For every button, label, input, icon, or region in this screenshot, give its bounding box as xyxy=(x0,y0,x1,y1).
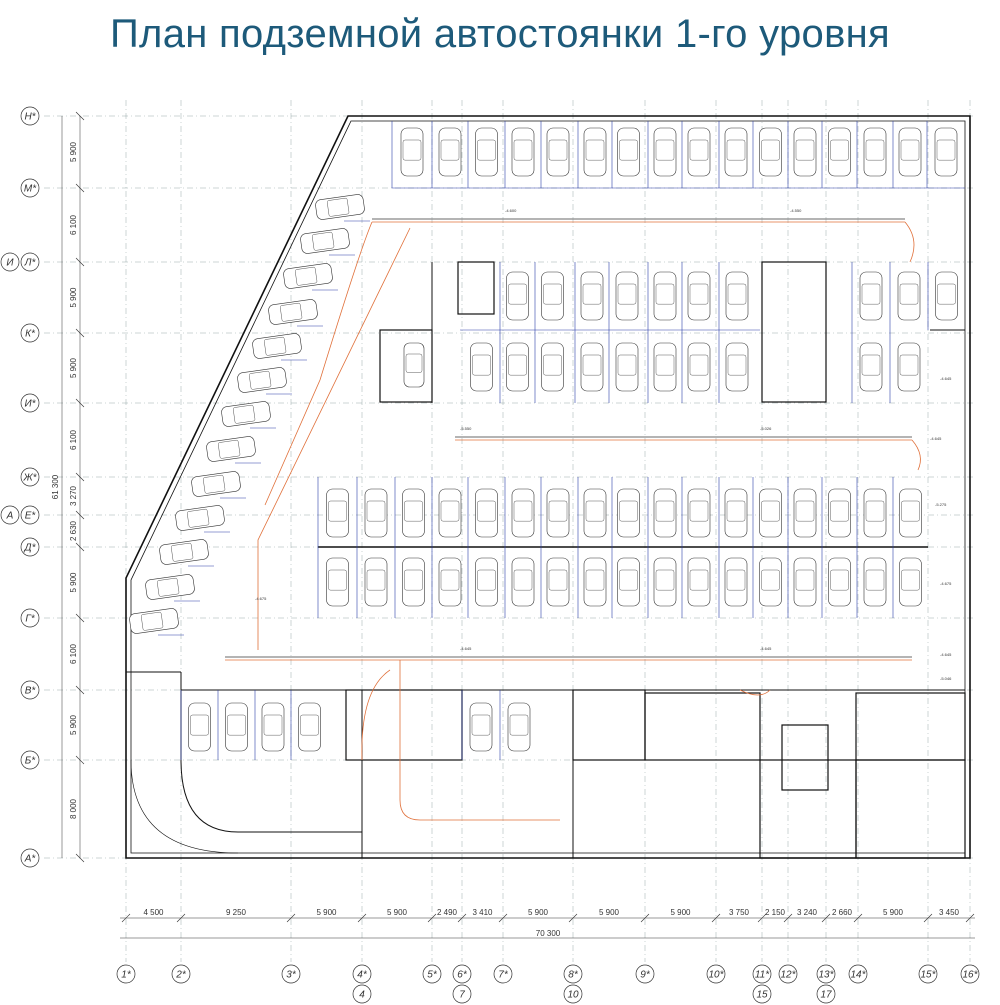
traffic-flow-line xyxy=(362,670,390,760)
car xyxy=(439,489,461,537)
col-label: 15* xyxy=(920,969,936,981)
core-room-2 xyxy=(573,690,645,760)
car xyxy=(688,272,710,320)
car-body xyxy=(584,128,606,176)
car xyxy=(725,489,747,537)
col-label-sub: 17 xyxy=(820,989,832,1001)
car xyxy=(512,558,534,606)
car xyxy=(760,558,782,606)
car-body xyxy=(175,505,225,531)
traffic-flow-line xyxy=(905,222,914,262)
car-body xyxy=(581,272,603,320)
grid-labels xyxy=(1,107,979,1003)
car xyxy=(581,343,603,391)
outer-wall xyxy=(126,116,970,858)
level-mark: -5.550 xyxy=(460,426,472,431)
level-mark: -4.645 xyxy=(460,646,472,651)
car-body xyxy=(206,436,256,462)
car xyxy=(864,489,886,537)
car-body xyxy=(365,489,387,537)
row-label: А* xyxy=(24,853,36,865)
ramp-curve xyxy=(181,760,362,832)
level-mark: -5.275 xyxy=(935,502,947,507)
car-body xyxy=(145,574,195,600)
level-mark: -4.675 xyxy=(255,596,267,601)
car xyxy=(300,228,350,254)
car-body xyxy=(439,128,461,176)
row-label: В* xyxy=(24,685,36,697)
car-body xyxy=(760,489,782,537)
car-body xyxy=(688,558,710,606)
car-body xyxy=(581,343,603,391)
col-dimension: 5 900 xyxy=(386,908,408,917)
row-label-extra: И xyxy=(6,257,14,269)
car-body xyxy=(616,272,638,320)
col-label: 1* xyxy=(121,969,131,981)
car-body xyxy=(794,489,816,537)
car-body xyxy=(507,272,529,320)
car xyxy=(654,558,676,606)
row-label: М* xyxy=(23,183,37,195)
col-dimension: 5 900 xyxy=(882,908,904,917)
level-mark: -4.645 xyxy=(930,436,942,441)
car xyxy=(900,489,922,537)
car xyxy=(584,128,606,176)
car xyxy=(129,608,179,634)
car xyxy=(365,489,387,537)
car-body xyxy=(584,558,606,606)
car-body xyxy=(688,272,710,320)
car-body xyxy=(283,263,333,289)
car xyxy=(470,703,492,751)
car xyxy=(252,333,302,359)
car xyxy=(476,489,498,537)
car xyxy=(794,489,816,537)
car xyxy=(507,272,529,320)
car-body xyxy=(542,272,564,320)
core-room-6 xyxy=(856,760,965,858)
col-label-sub: 4 xyxy=(359,989,365,1001)
car-body xyxy=(547,558,569,606)
car xyxy=(864,558,886,606)
car xyxy=(403,489,425,537)
car-body xyxy=(725,558,747,606)
car xyxy=(512,128,534,176)
car xyxy=(476,558,498,606)
col-label: 5* xyxy=(427,969,437,981)
car-body xyxy=(725,489,747,537)
car-body xyxy=(547,489,569,537)
col-label: 3* xyxy=(286,969,296,981)
car xyxy=(237,367,287,393)
car-body xyxy=(900,489,922,537)
car xyxy=(688,489,710,537)
row-label: Е* xyxy=(24,510,36,522)
car-body xyxy=(189,703,211,751)
car-body xyxy=(226,703,248,751)
car xyxy=(476,128,498,176)
car-body xyxy=(760,558,782,606)
car-body xyxy=(252,333,302,359)
car xyxy=(616,343,638,391)
stair-core-2 xyxy=(762,262,826,402)
car-body xyxy=(616,343,638,391)
car-body xyxy=(584,489,606,537)
car-body xyxy=(129,608,179,634)
car xyxy=(760,489,782,537)
car-body xyxy=(476,489,498,537)
car xyxy=(829,489,851,537)
level-mark: -5.026 xyxy=(760,426,772,431)
row-label: И* xyxy=(24,398,36,410)
car-body xyxy=(268,299,318,325)
inner-wall xyxy=(131,121,965,853)
col-dimension: 3 240 xyxy=(796,908,818,917)
row-dimension: 5 900 xyxy=(69,572,78,593)
col-dimension: 3 410 xyxy=(472,908,493,917)
car-body xyxy=(654,343,676,391)
col-dimension: 5 900 xyxy=(316,908,337,917)
car-body xyxy=(299,703,321,751)
car xyxy=(404,343,424,387)
car-body xyxy=(794,558,816,606)
car xyxy=(315,194,365,220)
car xyxy=(726,343,748,391)
page-title: План подземной автостоянки 1-го уровня xyxy=(110,12,890,56)
level-mark: -5.046 xyxy=(940,676,952,681)
car xyxy=(864,128,886,176)
car-body xyxy=(654,558,676,606)
car xyxy=(618,128,640,176)
car xyxy=(900,558,922,606)
car xyxy=(688,128,710,176)
car xyxy=(542,272,564,320)
car xyxy=(584,558,606,606)
car-body xyxy=(262,703,284,751)
row-dimension: 5 900 xyxy=(69,287,78,308)
car-body xyxy=(794,128,816,176)
col-label: 4* xyxy=(357,969,367,981)
car xyxy=(936,272,958,320)
car-body xyxy=(403,558,425,606)
stair-core-3 xyxy=(782,725,828,790)
car xyxy=(899,128,921,176)
row-label: Д* xyxy=(24,542,36,554)
car-body xyxy=(618,489,640,537)
car-body xyxy=(470,703,492,751)
car-body xyxy=(935,128,957,176)
car-body xyxy=(760,128,782,176)
car-body xyxy=(191,471,241,497)
car-body xyxy=(864,558,886,606)
car xyxy=(189,703,211,751)
col-dimension: 5 900 xyxy=(527,908,549,917)
stair-core-1 xyxy=(458,262,494,314)
car xyxy=(403,558,425,606)
car xyxy=(327,489,349,537)
car xyxy=(794,558,816,606)
col-dimension: 5 900 xyxy=(598,908,620,917)
car-body xyxy=(688,489,710,537)
car xyxy=(860,272,882,320)
car-body xyxy=(547,128,569,176)
car-body xyxy=(439,558,461,606)
row-dimension: 5 900 xyxy=(69,357,78,379)
core-room-3 xyxy=(645,693,760,760)
car-body xyxy=(315,194,365,220)
row-dimension: 5 900 xyxy=(69,141,78,163)
car xyxy=(654,489,676,537)
car xyxy=(935,128,957,176)
car-body xyxy=(864,128,886,176)
row-dimension: 6 100 xyxy=(69,214,78,236)
car-body xyxy=(507,343,529,391)
car-body xyxy=(654,272,676,320)
col-label-sub: 10 xyxy=(567,989,579,1001)
car-body xyxy=(542,343,564,391)
car-body xyxy=(508,703,530,751)
car-body xyxy=(936,272,958,320)
col-dimension: 3 450 xyxy=(938,908,960,917)
car-body xyxy=(512,558,534,606)
total-horizontal-dimension: 70 300 xyxy=(535,929,561,938)
car-body xyxy=(900,558,922,606)
car xyxy=(725,558,747,606)
row-dimension: 5 900 xyxy=(69,714,78,736)
car xyxy=(616,272,638,320)
car xyxy=(654,272,676,320)
car xyxy=(618,489,640,537)
car xyxy=(439,128,461,176)
col-label: 16* xyxy=(962,969,978,981)
car-body xyxy=(898,343,920,391)
car-body xyxy=(512,489,534,537)
car xyxy=(898,343,920,391)
row-dimension: 6 100 xyxy=(69,643,78,665)
level-mark: -4.645 xyxy=(760,646,772,651)
car xyxy=(221,401,271,427)
car-body xyxy=(860,272,882,320)
level-mark: -4.600 xyxy=(505,208,517,213)
traffic-flow-line xyxy=(912,440,920,470)
car-body xyxy=(327,489,349,537)
car-body xyxy=(403,489,425,537)
car xyxy=(829,558,851,606)
col-dimension: 5 900 xyxy=(670,908,691,917)
car xyxy=(688,343,710,391)
car-body xyxy=(898,272,920,320)
col-label: 10* xyxy=(708,969,724,981)
car xyxy=(547,128,569,176)
car xyxy=(439,558,461,606)
car xyxy=(206,436,256,462)
car xyxy=(898,272,920,320)
level-mark: -4.645 xyxy=(940,376,952,381)
col-dimension: 3 750 xyxy=(728,908,750,917)
car-body xyxy=(829,489,851,537)
car xyxy=(401,128,423,176)
car xyxy=(268,299,318,325)
car-body xyxy=(221,401,271,427)
car xyxy=(725,128,747,176)
col-label: 11* xyxy=(754,969,770,981)
row-dimension: 8 000 xyxy=(69,798,78,820)
car xyxy=(794,128,816,176)
car xyxy=(299,703,321,751)
car xyxy=(860,343,882,391)
car-body xyxy=(618,128,640,176)
row-dimension: 3 270 xyxy=(69,485,78,507)
car xyxy=(191,471,241,497)
car xyxy=(145,574,195,600)
core-room-5 xyxy=(856,693,965,760)
car-body xyxy=(237,367,287,393)
car xyxy=(262,703,284,751)
car-body xyxy=(726,272,748,320)
row-label: Л* xyxy=(24,257,36,269)
car xyxy=(654,128,676,176)
col-dimension: 2 490 xyxy=(436,908,458,917)
col-dimension: 2 150 xyxy=(764,908,786,917)
car xyxy=(618,558,640,606)
car-body xyxy=(512,128,534,176)
parking-stalls xyxy=(158,121,965,760)
car-body xyxy=(476,558,498,606)
car-body xyxy=(725,128,747,176)
car xyxy=(327,558,349,606)
car xyxy=(581,272,603,320)
car-body xyxy=(860,343,882,391)
level-mark: -4.550 xyxy=(790,208,802,213)
car-body xyxy=(829,558,851,606)
car xyxy=(175,505,225,531)
car-body xyxy=(404,343,424,387)
car xyxy=(654,343,676,391)
car xyxy=(283,263,333,289)
car-body xyxy=(726,343,748,391)
row-label-extra: А xyxy=(6,510,14,522)
car-body xyxy=(439,489,461,537)
walls xyxy=(126,116,970,858)
col-label: 9* xyxy=(640,969,650,981)
car-body xyxy=(365,558,387,606)
car-body xyxy=(654,128,676,176)
car-body xyxy=(476,128,498,176)
car xyxy=(542,343,564,391)
col-label: 2* xyxy=(176,969,186,981)
col-label: 12* xyxy=(780,969,796,981)
level-mark: -4.645 xyxy=(940,652,952,657)
car-body xyxy=(829,128,851,176)
car-body xyxy=(688,128,710,176)
car-body xyxy=(864,489,886,537)
car xyxy=(584,489,606,537)
car xyxy=(688,558,710,606)
car xyxy=(226,703,248,751)
total-vertical-dimension: 61 300 xyxy=(51,474,60,500)
car xyxy=(829,128,851,176)
col-label: 8* xyxy=(568,969,578,981)
car-body xyxy=(401,128,423,176)
car-body xyxy=(688,343,710,391)
car xyxy=(365,558,387,606)
row-label: Г* xyxy=(25,613,35,625)
car xyxy=(159,539,209,565)
row-label: Б* xyxy=(24,755,36,767)
col-dimension: 9 250 xyxy=(225,908,247,917)
car xyxy=(726,272,748,320)
col-label-sub: 15 xyxy=(756,989,768,1001)
row-label: Ж* xyxy=(23,472,37,484)
car xyxy=(512,489,534,537)
col-label: 14* xyxy=(850,969,866,981)
row-label: Н* xyxy=(24,111,36,123)
core-room-4 xyxy=(760,760,856,858)
car xyxy=(547,558,569,606)
car xyxy=(508,703,530,751)
level-mark: -4.675 xyxy=(940,581,952,586)
col-label: 13* xyxy=(818,969,834,981)
car-body xyxy=(159,539,209,565)
col-dimension: 2 660 xyxy=(831,908,853,917)
col-label-sub: 7 xyxy=(459,989,465,1001)
row-dimension: 2 630 xyxy=(69,520,78,542)
car xyxy=(760,128,782,176)
car-body xyxy=(327,558,349,606)
row-dimension: 6 100 xyxy=(69,429,78,451)
car-body xyxy=(654,489,676,537)
car-body xyxy=(899,128,921,176)
col-label: 6* xyxy=(457,969,467,981)
col-dimension: 4 500 xyxy=(143,908,164,917)
car xyxy=(507,343,529,391)
car xyxy=(547,489,569,537)
car-body xyxy=(618,558,640,606)
col-label: 7* xyxy=(498,969,508,981)
car xyxy=(471,343,493,391)
row-label: К* xyxy=(25,328,35,340)
car-body xyxy=(471,343,493,391)
car-body xyxy=(300,228,350,254)
